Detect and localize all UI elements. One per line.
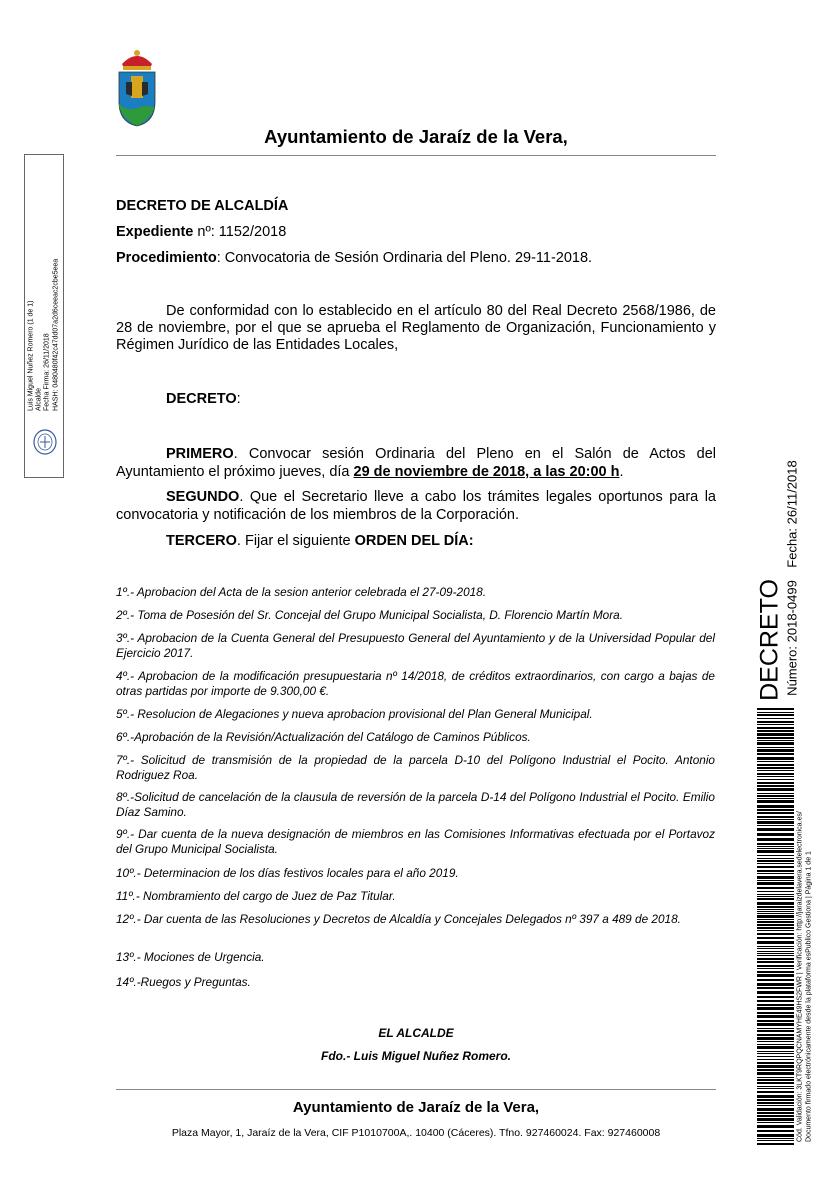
barcode-bar bbox=[757, 961, 794, 963]
barcode-bar bbox=[757, 1099, 794, 1101]
barcode-bar bbox=[757, 915, 794, 918]
procedimiento-line bbox=[116, 250, 592, 266]
tercero-paragraph bbox=[166, 533, 474, 549]
barcode-bar bbox=[757, 850, 794, 853]
signature-name: Fdo.- Luis Miguel Nuñez Romero. bbox=[321, 1049, 511, 1063]
barcode-bar bbox=[757, 779, 794, 780]
agenda-item: 13º.- Mociones de Urgencia. bbox=[116, 950, 265, 964]
barcode-bar bbox=[757, 1112, 794, 1114]
barcode-bar bbox=[757, 833, 794, 836]
decreto-heading bbox=[166, 391, 241, 407]
verification-line-1: Cód. Validación: 3LKT9RQPQCNAMYHE49HS2FWR | Verificación: http://jaraizdelavera.sedelectronica.es/ bbox=[796, 811, 804, 1142]
barcode-bar bbox=[757, 718, 794, 719]
barcode-bar bbox=[757, 933, 794, 935]
barcode-bar bbox=[757, 809, 794, 811]
barcode-bar bbox=[757, 1115, 794, 1117]
barcode-bar bbox=[757, 946, 794, 947]
agenda-item: 8º.-Solicitud de cancelación de la clausula de reversión de la parcela D-14 del Polígono Industrial el Pocito. Emilio Díaz Samino. bbox=[116, 790, 715, 819]
agenda-item: 1º.- Aprobacion del Acta de la sesion anterior celebrada el 27-09-2018. bbox=[116, 585, 487, 599]
procedimiento-value: : Convocatoria de Sesión Ordinaria del Pleno. 29-11-2018. bbox=[216, 250, 593, 266]
intro-paragraph: De conformidad con lo establecido en el artículo 80 del Real Decreto 2568/1986, de 28 de noviembre, por el que se aprueba el Reglamento de Organización, Funcionamiento y Régimen Jurídico de las Entidades Locales, bbox=[116, 303, 716, 353]
agenda-item: 3º.- Aprobacion de la Cuenta General del Presupuesto General del Ayuntamiento y de la Universidad Popular del Ejercicio 2017. bbox=[116, 631, 715, 660]
barcode-bar bbox=[757, 793, 794, 794]
barcode-bar bbox=[757, 1046, 794, 1049]
barcode-bar bbox=[757, 838, 794, 841]
barcode-bar bbox=[757, 1062, 794, 1064]
barcode-bar bbox=[757, 1088, 794, 1089]
barcode-bar bbox=[757, 805, 794, 808]
barcode-bar bbox=[757, 1086, 794, 1087]
barcode-bar bbox=[757, 764, 794, 766]
footer-divider bbox=[116, 1089, 716, 1090]
barcode-bar bbox=[757, 819, 794, 820]
barcode-bar bbox=[757, 876, 794, 879]
barcode-bar bbox=[757, 974, 794, 977]
agenda-item: 6º.-Aprobación de la Revisión/Actualización del Catálogo de Caminos Públicos. bbox=[116, 730, 531, 744]
barcode-bar bbox=[757, 712, 794, 713]
tercero-bold: ORDEN DEL DÍA: bbox=[354, 533, 474, 549]
primero-text: . Convocar sesión Ordinaria del Pleno en el Salón de Actos del Ayuntamiento el próximo jueves, día bbox=[116, 446, 716, 480]
barcode-bar bbox=[757, 825, 794, 826]
barcode-bar bbox=[757, 921, 794, 923]
barcode-bar bbox=[757, 987, 794, 989]
expediente-line bbox=[116, 224, 286, 240]
barcode-bar bbox=[757, 858, 794, 859]
barcode-bar bbox=[757, 1140, 794, 1141]
signer-role: Alcalde bbox=[35, 388, 43, 411]
barcode-bar bbox=[757, 873, 794, 874]
barcode-bar bbox=[757, 1034, 794, 1036]
agenda-item: 9º.- Dar cuenta de la nueva designación de miembros en las Comisiones Informativas efectuada por el Portavoz del Grupo Municipal Socialista. bbox=[116, 827, 715, 856]
signer-name: Luis Miguel Nuñez Romero (1 de 1) bbox=[27, 300, 35, 411]
barcode-bar bbox=[757, 979, 794, 981]
barcode-bar bbox=[757, 902, 794, 905]
barcode-bar bbox=[757, 937, 794, 939]
header-divider bbox=[116, 155, 716, 156]
barcode-bar bbox=[757, 767, 794, 769]
barcode-bar bbox=[757, 955, 794, 956]
barcode-bar bbox=[757, 924, 794, 926]
barcode-bar bbox=[757, 909, 794, 910]
barcode-bar bbox=[757, 776, 794, 777]
barcode-bar bbox=[757, 733, 794, 736]
barcode-bar bbox=[757, 730, 794, 732]
barcode-bar bbox=[757, 846, 794, 847]
barcode-bar bbox=[757, 1138, 794, 1139]
barcode-bar bbox=[757, 812, 794, 814]
agenda-item: 2º.- Toma de Posesión del Sr. Concejal del Grupo Municipal Socialista, D. Florencio Martín Mora. bbox=[116, 608, 623, 622]
barcode-bar bbox=[757, 798, 794, 799]
barcode-bar bbox=[757, 1007, 794, 1010]
barcode-bar bbox=[757, 821, 794, 824]
agenda-item: 10º.- Determinacion de los días festivos locales para el año 2019. bbox=[116, 866, 459, 880]
barcode-bar bbox=[757, 951, 794, 952]
barcode-bar bbox=[757, 1069, 794, 1071]
barcode-bar bbox=[757, 894, 794, 895]
barcode-bar bbox=[757, 828, 794, 831]
barcode-bar bbox=[757, 1051, 794, 1052]
barcode-bar bbox=[757, 1028, 794, 1029]
expediente-value: nº: 1152/2018 bbox=[193, 224, 287, 240]
barcode-bar bbox=[757, 1020, 794, 1022]
barcode-bar bbox=[757, 1004, 794, 1006]
barcode-bar bbox=[757, 1134, 794, 1137]
agenda-item: 7º.- Solicitud de transmisión de la propiedad de la parcela D-10 del Polígono Industrial el Pocito. Antonio Rodriguez Roa. bbox=[116, 753, 715, 782]
coat-of-arms-icon bbox=[114, 46, 160, 128]
stamp-number: Número: 2018-0499 bbox=[784, 580, 800, 696]
barcode-bar bbox=[757, 991, 794, 994]
agenda-item: 12º.- Dar cuenta de las Resoluciones y Decretos de Alcaldía y Concejales Delegados nº 397 a 489 de 2018. bbox=[116, 912, 681, 926]
barcode-bar bbox=[757, 770, 794, 771]
segundo-label: SEGUNDO bbox=[166, 489, 240, 505]
barcode-bar bbox=[757, 1108, 794, 1111]
barcode-bar bbox=[757, 740, 794, 741]
barcode-bar bbox=[757, 860, 794, 862]
barcode-bar bbox=[757, 737, 794, 739]
barcode-bar bbox=[757, 761, 794, 762]
barcode-bar bbox=[757, 1079, 794, 1081]
barcode-bar bbox=[757, 896, 794, 897]
agenda-item: 5º.- Resolucion de Alegaciones y nueva aprobacion provisional del Plan General Municipal. bbox=[116, 707, 593, 721]
barcode-bar bbox=[757, 1023, 794, 1026]
segundo-paragraph bbox=[116, 488, 716, 524]
barcode-bar bbox=[757, 773, 794, 775]
barcode-bar bbox=[757, 708, 794, 710]
barcode-bar bbox=[757, 882, 794, 885]
barcode-bar bbox=[757, 757, 794, 760]
barcode-bar bbox=[757, 816, 794, 818]
tercero-text: . Fijar el siguiente bbox=[236, 533, 355, 549]
barcode-bar bbox=[757, 870, 794, 872]
barcode-bar bbox=[757, 1125, 794, 1128]
barcode-bar bbox=[757, 1030, 794, 1032]
document-type: DECRETO DE ALCALDÍA bbox=[116, 198, 289, 214]
barcode-bar bbox=[757, 1102, 794, 1104]
primero-date: 29 de noviembre de 2018, a las 20:00 h bbox=[353, 464, 620, 480]
agenda-item: 11º.- Nombramiento del cargo de Juez de Paz Titular. bbox=[116, 889, 396, 903]
barcode-bar bbox=[757, 958, 794, 960]
barcode-bar bbox=[757, 1041, 794, 1042]
barcode-bar bbox=[757, 971, 794, 973]
barcode-bar bbox=[757, 721, 794, 723]
barcode-bar bbox=[757, 1059, 794, 1060]
barcode-bar bbox=[757, 1044, 794, 1045]
barcode-bar bbox=[757, 1065, 794, 1068]
barcode-bar bbox=[757, 1118, 794, 1121]
signature-role: EL ALCALDE bbox=[378, 1026, 454, 1040]
barcode-bar bbox=[757, 1015, 794, 1018]
barcode-bar bbox=[757, 930, 794, 931]
barcode-bar bbox=[757, 782, 794, 784]
barcode-bar bbox=[757, 848, 794, 849]
barcode-bar bbox=[757, 1077, 794, 1078]
barcode-bar bbox=[757, 753, 794, 755]
barcode-bar bbox=[757, 747, 794, 748]
barcode-bar bbox=[757, 1091, 794, 1093]
stamp-date: Fecha: 26/11/2018 bbox=[784, 460, 800, 568]
signature-date: Fecha Firma: 26/11/2018 bbox=[44, 333, 51, 411]
barcode-bar bbox=[757, 1012, 794, 1014]
barcode-bar bbox=[757, 965, 794, 967]
barcode-bar bbox=[757, 1095, 794, 1098]
barcode-bar bbox=[757, 785, 794, 787]
segundo-text: . Que el Secretario lleve a cabo los trámites legales oportunos para la convocatoria y notificación de los miembros de la Corporación. bbox=[116, 489, 716, 523]
barcode-bar bbox=[757, 911, 794, 912]
barcode-bar bbox=[757, 714, 794, 716]
primero-label: PRIMERO bbox=[166, 446, 234, 462]
signature-seal-icon bbox=[32, 428, 58, 456]
barcode-bar bbox=[757, 843, 794, 845]
barcode-bar bbox=[757, 927, 794, 929]
tercero-label: TERCERO bbox=[166, 533, 237, 549]
barcode-bar bbox=[757, 1130, 794, 1132]
agenda-item: 4º.- Aprobacion de la modificación presupuestaria nº 14/2018, de créditos extraordinarios, con cargo a bajas de otras partidas por importe de 9.300,00 €. bbox=[116, 669, 715, 698]
barcode-bar bbox=[757, 996, 794, 998]
barcode-bar bbox=[757, 788, 794, 791]
barcode-bar bbox=[757, 800, 794, 803]
barcode-bar bbox=[757, 1056, 794, 1057]
barcode-bar bbox=[757, 887, 794, 889]
footer-address: Plaza Mayor, 1, Jaraíz de la Vera, CIF P1010700A,. 10400 (Cáceres). Tfno. 927460024. Fax: 927460008 bbox=[171, 1127, 661, 1139]
barcode-bar bbox=[757, 968, 794, 969]
signature-hash: HASH: 0480480f42c47dd07a2d6ceeac2cbe5eea bbox=[52, 258, 60, 411]
barcode-bar bbox=[757, 913, 794, 914]
barcode-bar bbox=[757, 880, 794, 881]
verification-line-2: Documento firmado electrónicamente desde la plataforma esPublico Gestiona | Página 1 de 1 bbox=[805, 851, 812, 1142]
barcode-bar bbox=[757, 919, 794, 920]
primero-paragraph bbox=[116, 445, 716, 481]
barcode-bar bbox=[757, 1053, 794, 1054]
barcode-bar bbox=[757, 941, 794, 944]
barcode-bar bbox=[757, 1105, 794, 1106]
barcode-bar bbox=[757, 727, 794, 729]
barcode-bar bbox=[757, 1037, 794, 1040]
barcode-bar bbox=[757, 1122, 794, 1123]
barcode-bar bbox=[757, 898, 794, 900]
procedimiento-label: Procedimiento bbox=[116, 250, 217, 266]
decreto-label: DECRETO bbox=[166, 391, 237, 407]
barcode-icon bbox=[757, 708, 794, 1146]
barcode-bar bbox=[757, 795, 794, 797]
barcode-bar bbox=[757, 863, 794, 864]
barcode-bar bbox=[757, 1143, 794, 1145]
primero-end: . bbox=[619, 464, 624, 480]
barcode-bar bbox=[757, 855, 794, 856]
footer-title: Ayuntamiento de Jaraíz de la Vera, bbox=[292, 1099, 540, 1116]
barcode-bar bbox=[757, 1082, 794, 1084]
stamp-label: DECRETO bbox=[755, 579, 784, 701]
barcode-bar bbox=[757, 724, 794, 725]
header-title: Ayuntamiento de Jaraíz de la Vera, bbox=[264, 126, 568, 147]
expediente-label: Expediente bbox=[116, 224, 194, 240]
barcode-bar bbox=[757, 1072, 794, 1075]
barcode-bar bbox=[757, 983, 794, 986]
barcode-bar bbox=[757, 948, 794, 949]
barcode-bar bbox=[757, 749, 794, 752]
decreto-colon: : bbox=[236, 391, 241, 407]
barcode-bar bbox=[757, 742, 794, 745]
barcode-bar bbox=[757, 866, 794, 868]
barcode-bar bbox=[757, 1000, 794, 1002]
agenda-item: 14º.-Ruegos y Preguntas. bbox=[116, 975, 251, 989]
barcode-bar bbox=[757, 891, 794, 892]
barcode-bar bbox=[757, 953, 794, 954]
barcode-bar bbox=[757, 906, 794, 908]
